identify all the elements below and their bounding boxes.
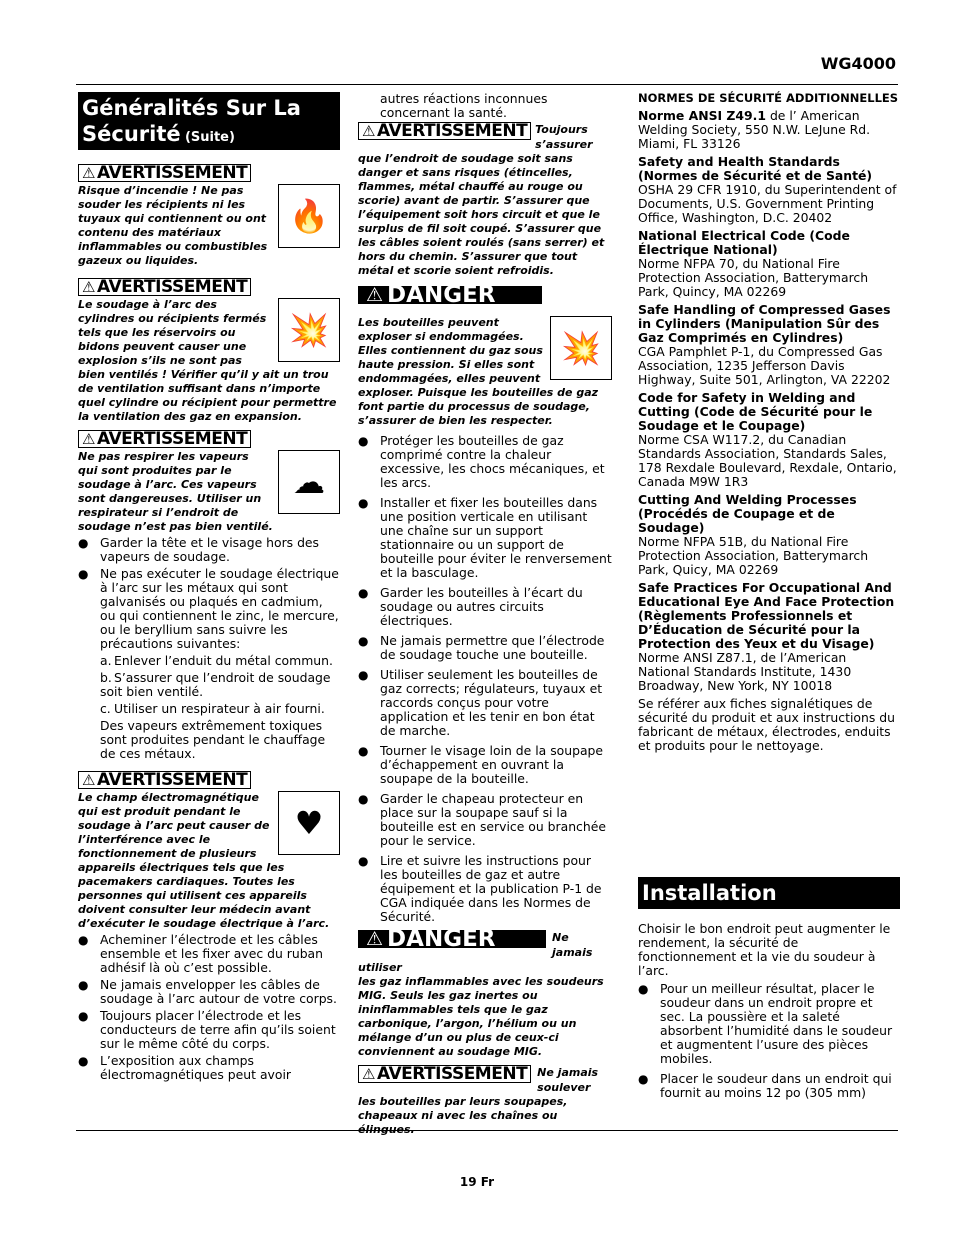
warning-label: ⚠ AVERTISSEMENT — [358, 122, 531, 140]
sub-item: a. Enlever l’enduit du métal commun. — [100, 653, 333, 668]
sub-item: c. Utiliser un respirateur à air fourni. — [100, 701, 325, 716]
warning-triangle-icon: ⚠ — [366, 928, 384, 950]
installation-intro: Choisir le bon endroit peut augmenter le rendement, la sécurité de fonctionnement et la vie du soudeur à l’arc. — [638, 921, 891, 978]
list-item: ● Ne jamais envelopper les câbles de soudage à l’arc autour de votre corps. — [78, 978, 340, 1006]
warning-lifting-text: les bouteilles par leurs soupapes, chapeaux ni avec les chaînes ou élingues. — [358, 1095, 568, 1136]
list-item: ● Pour un meilleur résultat, placer le soudeur dans un endroit propre et sec. La poussière et la saleté absorbent l’humidité dans le soudeur et augmentent l’usure des pièces mobiles. — [638, 982, 900, 1066]
reference-item: Cutting And Welding Processes (Procédés de Coupage et de Soudage) Norme NFPA 51B, du National Fire Protection Association, Batterymarch Park, Quicy, MA 02269 — [638, 492, 869, 577]
warning-emf-text: Le champ électromagnétique qui est produit pendant le soudage à l’arc peut causer de l’interférence avec le fonctionnement de plusieurs appareils électriques tels que les pacemakers cardiaques. Toutes les personnes qui utilisent ces appareils doivent consulter leur médecin avant d’exécuter le soudage électrique à l’arc. — [78, 791, 330, 930]
warning-triangle-icon: ⚠ — [362, 122, 375, 140]
list-item: ● Ne jamais permettre que l’électrode de soudage touche une bouteille. — [358, 634, 612, 662]
fumes-precautions-list — [78, 536, 340, 651]
reference-item: Safety and Health Standards (Normes de Sécurité et de Santé) OSHA 29 CFR 1910, du Superintendent of Documents, U.S. Government Printing Office, Washington, D.C. 20402 — [638, 154, 897, 225]
reference-item: Safe Practices For Occupational And Educational Eye And Face Protection (Règlements Professionnels et D’Éducation de Sécurité pour la Protection des Yeux et du Visage) Norme ANSI Z87.1, de l’American National Standards Institute, 1430 Broadway, New York, NY 10018 — [638, 580, 895, 693]
top-rule — [76, 84, 898, 85]
warning-site-safety-text: que l’endroit de soudage soit sans danger et sans risques (étincelles, flammes, métal chauffé au rouge ou scorie) avant de partir. S’assurer que l’équipement soit hors circuit et que le surplus de fil soit coupé. S’assurer que les câbles soient roulés (sans serrer) et hors du chemin. S’assurer que tout métal et scorie soient refroidis. — [358, 152, 605, 277]
fumes-hazard-icon: ☁ — [278, 450, 340, 514]
danger-cylinders-text: Les bouteilles peuvent exploser si endommagées. Elles contiennent du gaz sous haute pression. Si elles sont endommagées, elles peuvent exploser. Puisque les bouteilles de gaz font partie du processus de soudage, s’assurer de bien les respecter. — [358, 316, 599, 427]
section-title-suffix: (Suite) — [184, 130, 235, 145]
column-left — [78, 92, 340, 1085]
warning-triangle-icon: ⚠ — [366, 284, 384, 306]
pacemaker-hazard-icon: ♥ — [278, 791, 340, 855]
column-middle — [358, 92, 612, 1137]
model-number: WG4000 — [820, 54, 896, 73]
references-title: NORMES DE SÉCURITÉ ADDITIONNELLES — [638, 91, 899, 105]
warning-label: ⚠ AVERTISSEMENT — [78, 771, 251, 789]
sub-item: b. S’assurer que l’endroit de soudage soit bien ventilé. — [100, 670, 331, 699]
warning-lead-text: Toujours s’assurer — [535, 123, 593, 151]
list-item: ● Installer et fixer les bouteilles dans une position verticale en utilisant une chaîne sur un support stationnaire ou un support de bouteille pour éviter le renversement et la basculage. — [358, 496, 612, 580]
warning-explosion-text: Le soudage à l’arc des cylindres ou récipients fermés tels que les réservoirs ou bidons peuvent causer une explosion s’ils ne sont pas bien ventilés ! Vérifier qu’il y ait un trou de ventilation suffisant dans n’importe quel cylindre ou récipient pour permettre la ventilation des gaz en expansion. — [78, 298, 337, 423]
section-title-text: Généralités Sur La Sécurité — [82, 96, 301, 146]
list-item: ● L’exposition aux champs électromagnétiques peut avoir — [78, 1054, 340, 1082]
cylinder-precautions-list — [358, 434, 612, 924]
explosion-icon: 💥 — [278, 298, 340, 362]
continued-text: autres réactions inconnues concernant la santé. — [380, 91, 548, 120]
list-item: ● Garder les bouteilles à l’écart du soudage ou autres circuits électriques. — [358, 586, 612, 628]
column-right — [638, 91, 900, 1100]
msds-note: Se référer aux fiches signalétiques de sécurité du produit et aux instructions du fabricant de métaux, électrodes, enduits et produits pour le nettoyage. — [638, 696, 895, 753]
page-number: 19 Fr — [459, 1175, 495, 1189]
section-title-securite — [78, 92, 340, 150]
emf-precautions-list — [78, 933, 340, 1082]
list-item: ● Acheminer l’électrode et les câbles ensemble et les fixer avec du ruban adhésif là où c’est possible. — [78, 933, 340, 975]
explosion-icon: 💥 — [550, 316, 612, 380]
list-item: ● Utiliser seulement les bouteilles de gaz corrects; régulateurs, tuyaux et raccords conçus pour votre application et les tenir en bon état de marche. — [358, 668, 612, 738]
reference-item: National Electrical Code (Code Électrique National) Norme NFPA 70, du National Fire Protection Association, Batterymarch Park, Quincy, MA 02269 — [638, 228, 869, 299]
reference-item: Safe Handling of Compressed Gases in Cylinders (Manipulation Sûr des Gaz Comprimés en Cylindres) CGA Pamphlet P-1, du Compressed Gas Association, 1235 Jefferson Davis Highway, Suite 501, Arlington, VA 22202 — [638, 302, 891, 387]
danger-label: ⚠ DANGER — [358, 930, 546, 948]
warning-triangle-icon: ⚠ — [362, 1065, 375, 1083]
list-item: ● Ne pas exécuter le soudage électrique à l’arc sur les métaux qui sont galvanisés ou plaqués en cadmium, ou qui contiennent le zinc, le mercure, ou le beryllium sans suivre les précautions suivantes: — [78, 567, 340, 651]
warning-lead-text: Ne jamais soulever — [537, 1066, 599, 1094]
warning-fire-text: Risque d’incendie ! Ne pas souder les récipients ni les tuyaux qui contiennent ou ont contenu des matériaux inflammables ou combustibles gazeux ou liquides. — [78, 184, 268, 267]
warning-triangle-icon: ⚠ — [82, 278, 95, 296]
warning-fumes-text: Ne pas respirer les vapeurs qui sont produites par le soudage à l’arc. Ces vapeurs sont dangereuses. Utiliser un respirateur si l’endroit de soudage n’est pas bien ventilé. — [78, 450, 273, 533]
list-item: ● Lire et suivre les instructions pour les bouteilles de gaz et autre équipement et la publication P-1 de CGA indiquée dans les Normes de Sécurité. — [358, 854, 612, 924]
list-item: ● Garder la tête et le visage hors des vapeurs de soudage. — [78, 536, 340, 564]
reference-ansi-z49: Norme ANSI Z49.1 de l’ American Welding Society, 550 N.W. LeJune Rd. Miami, FL 33126 — [638, 108, 871, 151]
list-item: ● Garder le chapeau protecteur en place sur la soupape sauf si la bouteille est en service ou branchée pour le service. — [358, 792, 612, 848]
installation-list — [638, 982, 900, 1100]
warning-triangle-icon: ⚠ — [82, 164, 95, 182]
installation-body — [638, 922, 900, 1103]
list-item: ● Protéger les bouteilles de gaz comprimé contre la chaleur excessive, les chocs mécaniques, et les arcs. — [358, 434, 612, 490]
warning-triangle-icon: ⚠ — [82, 771, 95, 789]
warning-label: ⚠ AVERTISSEMENT — [358, 1065, 531, 1083]
warning-label: ⚠ AVERTISSEMENT — [78, 278, 251, 296]
warning-triangle-icon: ⚠ — [82, 430, 95, 448]
list-item: ● Tourner le visage loin de la soupape d’échappement en ouvrant la soupape de la bouteille. — [358, 744, 612, 786]
danger-label: ⚠ DANGER — [358, 286, 542, 304]
warning-label: ⚠ AVERTISSEMENT — [78, 164, 251, 182]
danger-flammable-gas-text: les gaz inflammables avec les soudeurs MIG. Seuls les gaz inertes ou ininflammables tels que le gaz carbonique, l’argon, l’hélium ou un mélange d’un ou plus de ceux-ci conviennent au soudage MIG. — [358, 975, 604, 1058]
danger-lead-text: Ne jamais utiliser — [358, 931, 593, 974]
toxic-vapors-note: Des vapeurs extrêmement toxiques sont produites pendant le chauffage de ces métaux. — [100, 718, 326, 761]
section-title-installation: Installation — [638, 877, 900, 909]
fire-icon: 🔥 — [278, 184, 340, 248]
list-item: ● Toujours placer l’électrode et les conducteurs de terre afin qu’ils soient sur le même côté du corps. — [78, 1009, 340, 1051]
list-item: ● Placer le soudeur dans un endroit qui fournit au moins 12 po (305 mm) — [638, 1072, 900, 1100]
warning-label: ⚠ AVERTISSEMENT — [78, 430, 251, 448]
reference-item: Code for Safety in Welding and Cutting (Code de Sécurité pour le Soudage et le Coupage) Norme CSA W117.2, du Canadian Standards Association, Standards Sales, 178 Rexdale Boulevard, Rexdale, Ontario, Canada M9W 1R3 — [638, 390, 897, 489]
